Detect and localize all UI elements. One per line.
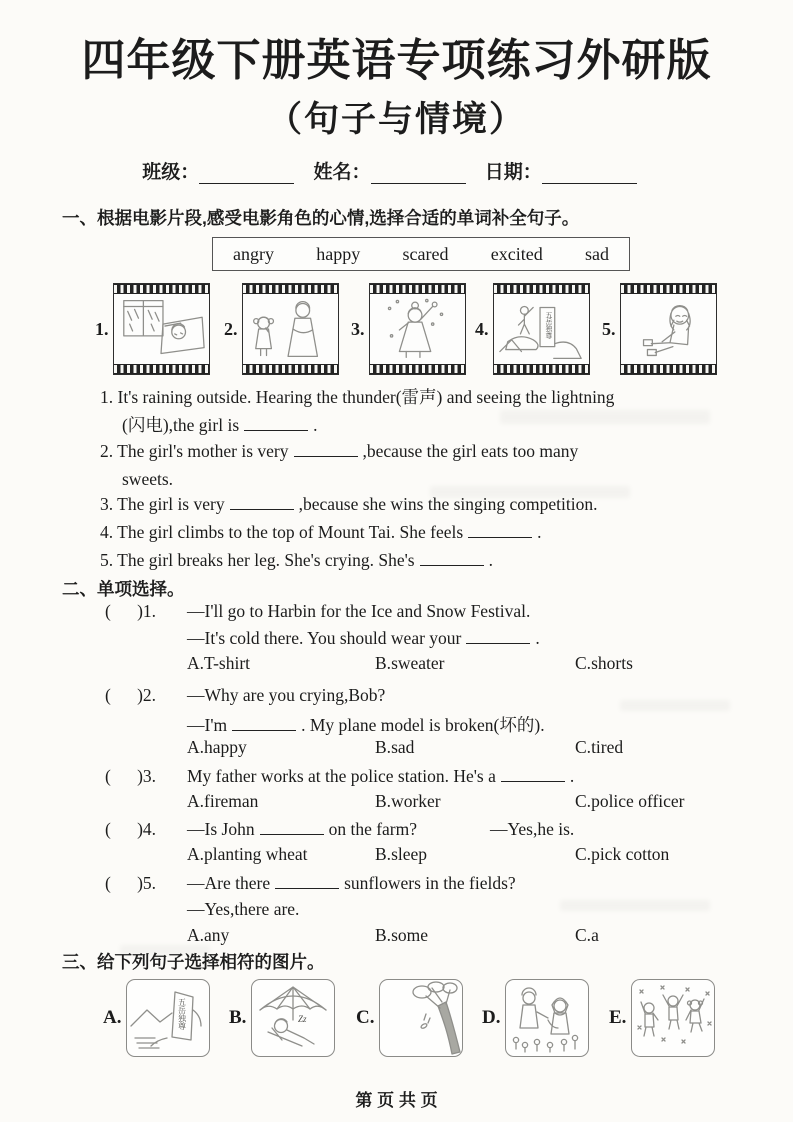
- film-sprocket-strip: [114, 364, 209, 374]
- answer-blank: [244, 417, 308, 431]
- option-label: A.: [187, 737, 205, 757]
- option-text: any: [204, 925, 230, 945]
- question-text: —Yes,there are.: [187, 899, 300, 919]
- question-text: 4. The girl climbs to the top of Mount Tai. She feels: [100, 522, 464, 542]
- section1-heading: 一、根据电影片段,感受电影角色的心情,选择合适的单词补全句子。: [62, 208, 580, 228]
- picture-option-e: [609, 979, 715, 1057]
- option-b: [375, 791, 441, 812]
- option-label: C.: [575, 791, 592, 811]
- picture-option-b: [229, 979, 335, 1057]
- mc-item-1-line-2: [187, 628, 540, 649]
- option-c: [575, 791, 685, 812]
- option-label: A.: [187, 791, 205, 811]
- question-text: 1. It's raining outside. Hearing the thunder(雷声) and seeing the lightning: [100, 387, 615, 407]
- option-label: A.: [187, 925, 205, 945]
- picture-label: E.: [609, 1007, 627, 1028]
- film-frame-3: [351, 283, 466, 375]
- mc-item-1-options: [0, 653, 793, 679]
- film-frame: [620, 283, 717, 375]
- answer-blank: [275, 875, 339, 889]
- answer-bracket: ( )5.: [105, 873, 157, 893]
- film-sprocket-strip: [243, 364, 338, 374]
- question-text: My father works at the police station. He's a .: [187, 766, 575, 786]
- film-frame-5: [602, 283, 717, 375]
- answer-bracket: ( )4.: [105, 819, 157, 839]
- question-text: sweets.: [122, 469, 174, 489]
- word-bank-box: [212, 237, 630, 271]
- question-text: . My plane model is broken(坏的).: [301, 715, 545, 735]
- frame-number: 2.: [224, 318, 238, 339]
- answer-blank: [260, 821, 324, 835]
- option-label: B.: [375, 737, 392, 757]
- word-bank-word: sad: [585, 243, 609, 264]
- frame-number: 5.: [602, 318, 616, 339]
- word-bank-word: scared: [402, 243, 449, 264]
- option-text: fireman: [204, 791, 259, 811]
- option-a: [187, 925, 229, 946]
- option-text: some: [391, 925, 429, 945]
- option-label: A.: [187, 653, 205, 673]
- film-sprocket-strip: [370, 364, 465, 374]
- answer-blank: [232, 717, 296, 731]
- picture-option-a: [103, 979, 210, 1057]
- word-bank-word: angry: [233, 243, 274, 264]
- question-text: —Are there sunflowers in the fields?: [187, 873, 516, 893]
- picture-option-c: [356, 979, 463, 1057]
- question-text: .: [537, 522, 542, 542]
- question-text: ,because the girl eats too many: [362, 441, 579, 461]
- frame-number: 3.: [351, 318, 365, 339]
- picture-label: C.: [356, 1007, 375, 1028]
- film-sprocket-strip: [114, 284, 209, 294]
- happy-dancing-girl-illustration: [370, 294, 465, 364]
- option-text: sad: [391, 737, 415, 757]
- film-sprocket-strip: [621, 284, 716, 294]
- print-bleed-artifact: [620, 700, 730, 711]
- option-text: planting wheat: [204, 844, 308, 864]
- print-bleed-artifact: [120, 945, 210, 955]
- section3-heading: 三、给下列句子选择相符的图片。: [62, 952, 325, 972]
- picture-label: D.: [482, 1007, 501, 1028]
- question-text: (闪电),the girl is: [122, 415, 240, 435]
- girl-crying-broken-leg-illustration: [621, 294, 716, 364]
- mc-item-4-options: [0, 844, 793, 870]
- mc-item-4-line-1: [105, 819, 765, 845]
- option-c: [575, 925, 599, 946]
- film-frame: [113, 283, 210, 375]
- option-text: tired: [591, 737, 624, 757]
- print-bleed-artifact: [500, 410, 710, 424]
- option-label: C.: [575, 737, 592, 757]
- student-info-line: [0, 157, 793, 184]
- film-frame-1: [95, 283, 210, 375]
- option-a: [187, 653, 250, 674]
- option-text: happy: [204, 737, 247, 757]
- film-sprocket-strip: [243, 284, 338, 294]
- film-sprocket-strip: [370, 284, 465, 294]
- date-label: 日期：: [484, 162, 542, 183]
- mc-item-5-options: [0, 925, 793, 951]
- mc-item-3-line-1: [105, 766, 765, 792]
- name-label: 姓名：: [313, 162, 371, 183]
- farmers-picking-cotton-picture: [505, 979, 589, 1057]
- print-bleed-artifact: [560, 900, 710, 911]
- option-label: C.: [575, 925, 592, 945]
- answer-bracket: ( )2.: [105, 685, 157, 705]
- option-b: [375, 737, 414, 758]
- answer-blank: [501, 768, 565, 782]
- word-bank-word: happy: [316, 243, 361, 264]
- film-frame: [369, 283, 466, 375]
- question-text: 2. The girl's mother is very: [100, 441, 289, 461]
- print-bleed-artifact: [430, 486, 630, 498]
- s1-question-5: [100, 550, 493, 571]
- angry-mother-and-girl-illustration: [243, 294, 338, 364]
- question-text: .: [313, 415, 318, 435]
- film-frame-4: [475, 283, 590, 375]
- mount-tai-stone-picture: [126, 979, 210, 1057]
- question-text: —It's cold there. You should wear your: [187, 628, 462, 648]
- option-b: [375, 653, 445, 674]
- mc-item-1-line-1: [105, 601, 765, 627]
- frame-number: 1.: [95, 318, 109, 339]
- girl-on-mount-tai-illustration: [494, 294, 589, 364]
- answer-blank: [294, 443, 358, 457]
- mc-item-3-options: [0, 791, 793, 817]
- mc-item-2-line-2: [187, 712, 545, 737]
- option-text: police officer: [591, 791, 685, 811]
- mc-item-2-options: [0, 737, 793, 763]
- s1-question-1-line-2: [122, 412, 318, 437]
- option-text: a: [591, 925, 599, 945]
- frame-number: 4.: [475, 318, 489, 339]
- option-label: B.: [375, 844, 392, 864]
- answer-blank: [420, 552, 484, 566]
- children-playing-in-snow-picture: [631, 979, 715, 1057]
- option-label: A.: [187, 844, 205, 864]
- film-sprocket-strip: [621, 364, 716, 374]
- option-a: [187, 844, 308, 865]
- answer-blank: [230, 496, 294, 510]
- option-text: worker: [391, 791, 441, 811]
- answer-blank: [466, 630, 530, 644]
- girl-scared-by-storm-illustration: [114, 294, 209, 364]
- option-b: [375, 844, 427, 865]
- film-frame: [242, 283, 339, 375]
- s1-question-2-line-2: [122, 469, 173, 490]
- option-label: B.: [375, 653, 392, 673]
- stele-inscription: 五岳独尊: [543, 311, 551, 339]
- page-subtitle: （句子与情境）: [266, 100, 526, 139]
- option-a: [187, 737, 247, 758]
- option-text: shorts: [591, 653, 633, 673]
- sleep-zz-text: Zz: [298, 1014, 307, 1024]
- question-text: ,because she wins the singing competition.: [298, 494, 598, 514]
- answer-bracket: ( )1.: [105, 601, 157, 621]
- class-blank: [199, 166, 294, 184]
- s1-question-1-line-1: [100, 384, 614, 409]
- option-text: pick cotton: [591, 844, 670, 864]
- question-text: —I'll go to Harbin for the Ice and Snow Festival.: [187, 601, 531, 621]
- date-blank: [542, 166, 637, 184]
- option-label: C.: [575, 653, 592, 673]
- picture-label: A.: [103, 1007, 122, 1028]
- question-text: .: [535, 628, 540, 648]
- film-sprocket-strip: [494, 284, 589, 294]
- question-text: 5. The girl breaks her leg. She's crying. She's: [100, 550, 415, 570]
- word-bank-word: excited: [490, 243, 543, 264]
- page-title: 四年级下册英语专项练习外研版: [81, 36, 712, 85]
- picture-option-d: [482, 979, 589, 1057]
- option-label: B.: [375, 925, 392, 945]
- mc-item-5-line-2: [187, 899, 299, 920]
- class-label: 班级：: [142, 162, 200, 183]
- name-blank: [371, 166, 466, 184]
- mc-item-5-line-1: [105, 873, 765, 899]
- question-text: 3. The girl is very: [100, 494, 225, 514]
- option-text: sleep: [391, 844, 428, 864]
- option-c: [575, 737, 623, 758]
- s1-question-4: [100, 522, 542, 543]
- option-text: sweater: [391, 653, 445, 673]
- picture-label: B.: [229, 1007, 247, 1028]
- question-text: —I'm: [187, 715, 228, 735]
- question-text: .: [488, 550, 493, 570]
- section2-heading: 二、单项选择。: [62, 579, 185, 599]
- option-label: C.: [575, 844, 592, 864]
- film-sprocket-strip: [494, 364, 589, 374]
- option-label: B.: [375, 791, 392, 811]
- option-c: [575, 653, 633, 674]
- question-text: —Is John on the farm?: [187, 819, 418, 839]
- option-text: T-shirt: [204, 653, 251, 673]
- page-footer: 第 页 共 页: [355, 1091, 438, 1110]
- answer-blank: [468, 524, 532, 538]
- option-c: [575, 844, 669, 865]
- tree-with-falling-leaf-picture: [379, 979, 463, 1057]
- option-b: [375, 925, 428, 946]
- question-text: —Why are you crying,Bob?: [187, 685, 386, 705]
- s1-question-2-line-1: [100, 441, 578, 462]
- film-frame: [493, 283, 590, 375]
- answer-text: —Yes,he is.: [490, 819, 575, 839]
- stele-inscription: 五岳独尊: [177, 998, 187, 1030]
- option-a: [187, 791, 258, 812]
- sleeping-under-umbrella-picture: [251, 979, 335, 1057]
- answer-bracket: ( )3.: [105, 766, 157, 786]
- film-frame-2: [224, 283, 339, 375]
